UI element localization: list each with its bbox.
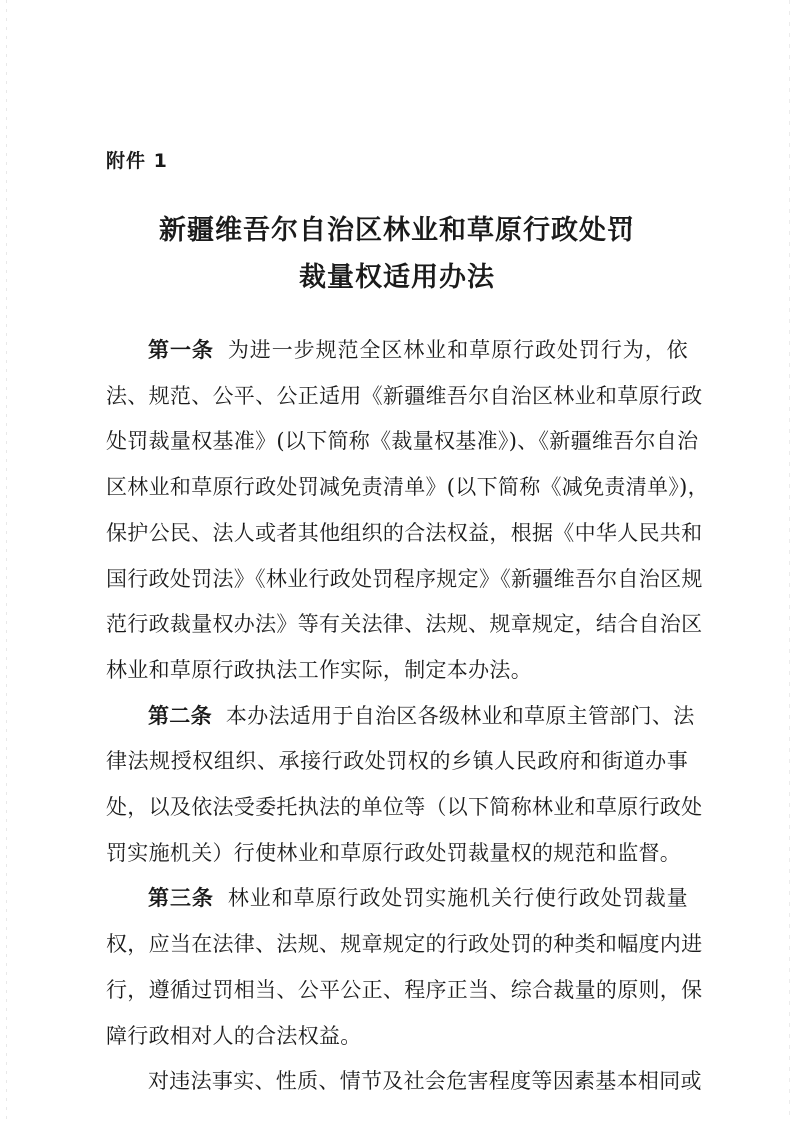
article-text: 林业和草原行政处罚实施机关行使行政处罚裁量 [227, 886, 688, 911]
attachment-label: 附件 1 [106, 150, 168, 172]
scan-edge-right [789, 0, 790, 1122]
article-line: 对违法事实、性质、情节及社会危害程度等因素基本相同或 [148, 1069, 702, 1094]
article-line: 法、规范、公平、公正适用《新疆维吾尔自治区林业和草原行政 [106, 383, 703, 408]
article-line: 处罚裁量权基准》(以下简称《裁量权基准》)、《新疆维吾尔自治 [106, 429, 699, 454]
article-1 [106, 328, 709, 694]
article-line: 障行政相对人的合法权益。 [106, 1023, 362, 1048]
document-title-line-2: 裁量权适用办法 [299, 262, 495, 293]
article-3-continuation [106, 1059, 702, 1105]
article-line: 区林业和草原行政处罚减免责清单》(以下简称《减免责清单》)， [106, 475, 709, 500]
article-line [106, 876, 688, 922]
scan-edge-left [6, 0, 7, 1122]
article-heading: 第二条 [148, 703, 212, 728]
article-line [106, 328, 688, 374]
article-text: 本办法适用于自治区各级林业和草原主管部门、法 [225, 703, 695, 728]
article-3 [106, 876, 703, 1059]
article-line: 范行政裁量权办法》等有关法律、法规、规章规定，结合自治区 [106, 612, 703, 637]
article-line: 行，遵循过罚相当、公平公正、程序正当、综合裁量的原则，保 [106, 977, 703, 1002]
article-line: 权，应当在法律、法规、规章规定的行政处罚的种类和幅度内进 [106, 932, 703, 957]
document-body [106, 328, 709, 1105]
article-line: 林业和草原行政执法工作实际，制定本办法。 [106, 657, 532, 682]
article-line: 处，以及依法受委托执法的单位等（以下简称林业和草原行政处 [106, 795, 703, 820]
article-line: 律法规授权组织、承接行政处罚权的乡镇人民政府和街道办事 [106, 749, 688, 774]
article-text: 为进一步规范全区林业和草原行政处罚行为，依 [227, 338, 688, 362]
document-title-line-1: 新疆维吾尔自治区林业和草原行政处罚 [159, 215, 635, 246]
article-2 [106, 694, 703, 877]
article-line [106, 694, 695, 740]
article-line: 国行政处罚法》《林业行政处罚程序规定》《新疆维吾尔自治区规 [106, 566, 703, 591]
article-heading: 第三条 [148, 886, 214, 911]
article-heading: 第一条 [148, 338, 214, 362]
article-line: 罚实施机关）行使林业和草原行政处罚裁量权的规范和监督。 [106, 840, 682, 865]
article-line: 保护公民、法人或者其他组织的合法权益，根据《中华人民共和 [106, 520, 703, 545]
